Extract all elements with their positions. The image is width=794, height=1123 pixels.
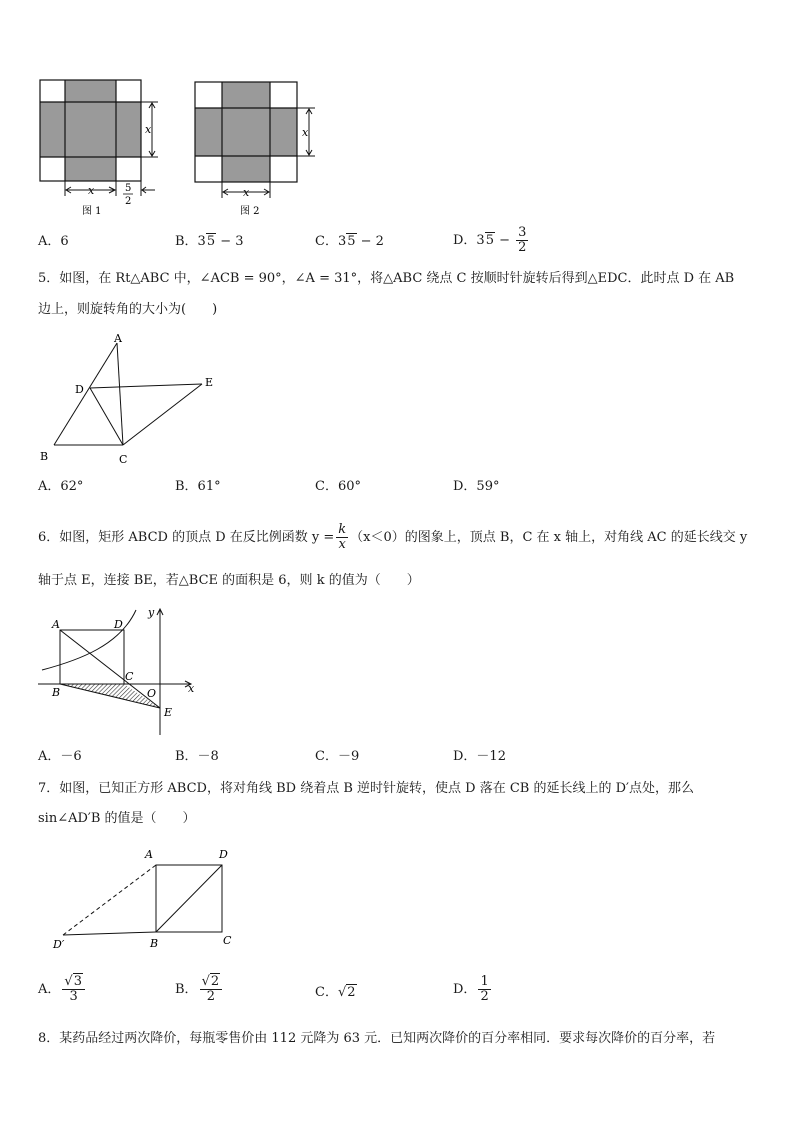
q6-label-d: D — [114, 618, 123, 631]
q4-fig2-top-flap — [222, 82, 270, 108]
q5-figure — [30, 330, 230, 470]
q4-fig1-top-flap — [65, 80, 116, 102]
q5-option-b: B．61° — [175, 479, 221, 494]
q4-option-c: C．35 − 2 — [315, 234, 384, 249]
q6-text-line2: 轴于点 E，连接 BE，若△BCE 的面积是 6，则 k 的值为（ ） — [38, 573, 420, 588]
q4-fig1-bottom-flap — [65, 157, 116, 181]
q4-fig1-caption: 图 1 — [82, 206, 102, 217]
q4-fig2-center — [195, 108, 297, 156]
q7-text-line2: sin∠AD′B 的值是（ ） — [38, 811, 196, 826]
q4-fig1-five: 5 — [125, 183, 132, 194]
q7-label-a: A — [145, 848, 153, 861]
q7-option-c: C．√2 — [315, 985, 356, 1000]
q7-label-dprime: D′ — [53, 938, 65, 951]
q4-option-a: A．6 — [38, 234, 69, 249]
q4-fig2-x-bottom: x — [243, 186, 250, 199]
q6-text-line1: 6．如图，矩形 ABCD 的顶点 D 在反比例函数 y = $\frac{k}{x}$ （x＜0）的图象上，顶点 B，C 在 x 轴上，对角线 AC 的延长线交 y — [38, 522, 748, 552]
q6-option-c: C．－9 — [315, 749, 360, 764]
q5-option-a: A．62° — [38, 479, 84, 494]
q5-label-e: E — [205, 376, 214, 389]
q6-label-x: x — [188, 682, 195, 695]
q6-label-b: B — [52, 686, 61, 699]
q4-fig2-x-right: x — [302, 126, 309, 139]
q5-label-c: C — [119, 453, 128, 466]
q4-fig2-caption: 图 2 — [240, 206, 260, 217]
q4-figure-1 — [30, 70, 170, 220]
q4-fig1-x-bottom: x — [88, 184, 95, 197]
q7-label-b: B — [150, 937, 159, 950]
q7-label-c: C — [223, 934, 232, 947]
q7-option-d: D． $\frac{1}{2}$ — [453, 974, 489, 1004]
q6-label-o: O — [147, 687, 157, 700]
q4-option-d: D．35 − $\frac{3}{2}$ — [453, 225, 527, 255]
q5-label-a: A — [114, 332, 122, 345]
q4-fig1-x-right: x — [145, 123, 152, 136]
q4-fig2-bottom-flap — [222, 156, 270, 182]
q5-label-b: B — [40, 450, 49, 463]
q4-figure-2 — [185, 70, 325, 220]
q5-text-line2: 边上，则旋转角的大小为( ) — [38, 302, 218, 317]
q6-label-c: C — [125, 670, 134, 683]
q7-label-d: D — [219, 848, 228, 861]
q6-label-a: A — [52, 618, 60, 631]
q6-option-b: B．－8 — [175, 749, 219, 764]
q6-label-y: y — [148, 606, 155, 619]
q6-figure — [30, 600, 210, 740]
q8-text-line1: 8．某药品经过两次降价，每瓶零售价由 112 元降为 63 元．已知两次降价的百分率相同．要求每次降价的百分率，若 — [38, 1031, 716, 1046]
q5-label-d: D — [75, 383, 84, 396]
q4-fig1-two: 2 — [125, 196, 132, 207]
q4-fig1-center — [40, 102, 141, 157]
q5-text-line1: 5．如图，在 Rt△ABC 中，∠ACB = 90°，∠A = 31°，将△ABC 绕点 C 按顺时针旋转后得到△EDC．此时点 D 在 AB — [38, 271, 735, 286]
q5-option-d: D．59° — [453, 479, 500, 494]
q6-option-d: D．－12 — [453, 749, 506, 764]
q4-option-b: B．35 − 3 — [175, 234, 244, 249]
q7-figure — [45, 840, 255, 955]
q5-option-c: C．60° — [315, 479, 361, 494]
q6-option-a: A．－6 — [38, 749, 82, 764]
q7-text-line1: 7．如图，已知正方形 ABCD，将对角线 BD 绕着点 B 逆时针旋转，使点 D 落在 CB 的延长线上的 D′点处，那么 — [38, 781, 694, 796]
q7-option-b: B． $\frac{√2}{2}$ — [175, 975, 224, 1004]
q6-label-e: E — [164, 706, 173, 719]
q7-option-a: A． $\frac{√3}{3}$ — [38, 975, 87, 1004]
